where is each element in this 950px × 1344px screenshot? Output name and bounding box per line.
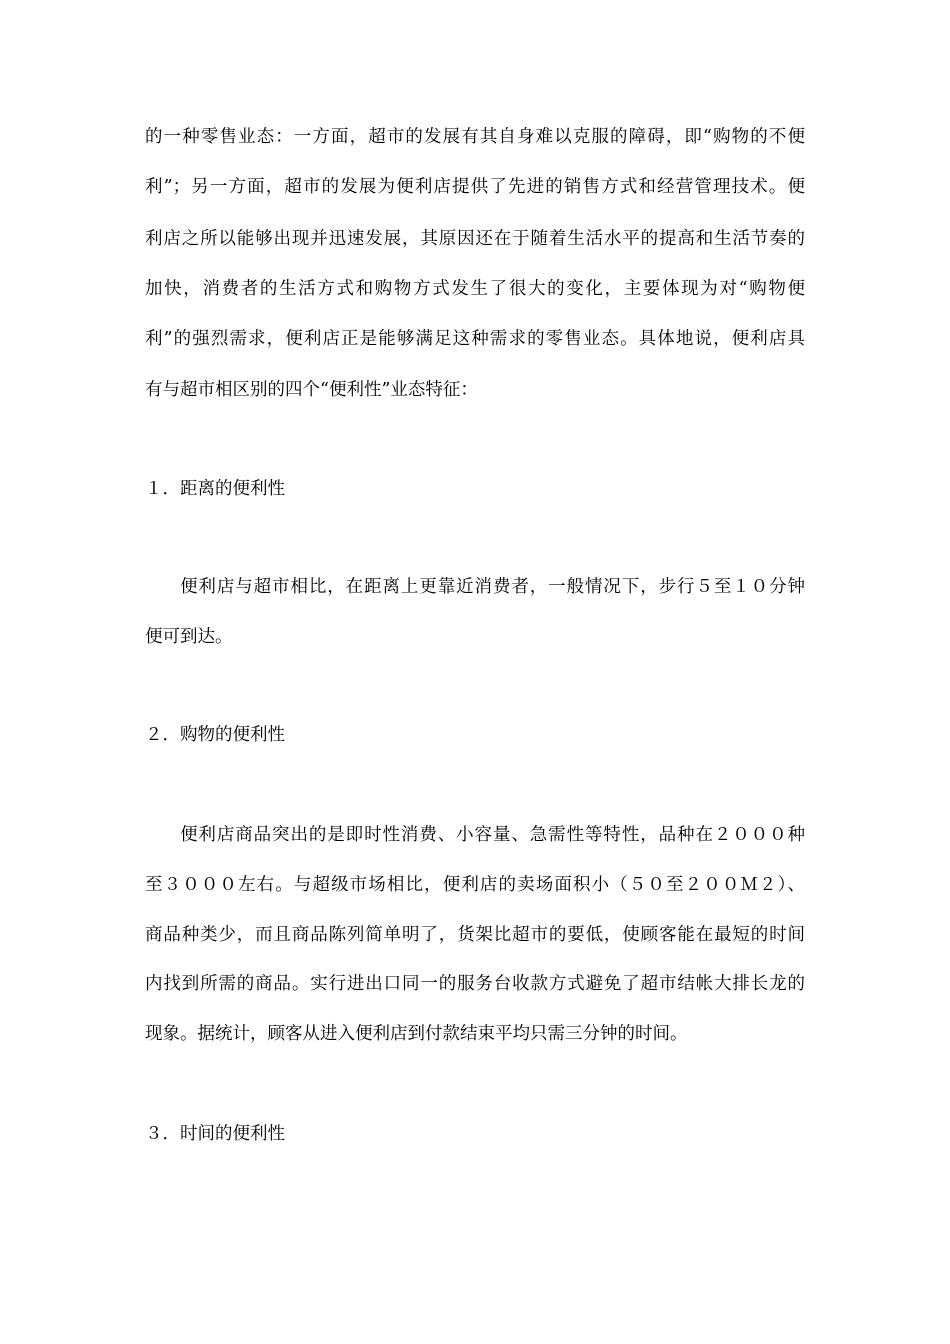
paragraph-line: 现象。据统计，顾客从进入便利店到付款结束平均只需三分钟的时间。 xyxy=(145,1024,688,1044)
section-heading: ２．购物的便利性 xyxy=(145,725,285,745)
paragraph-line: 利店之所以能够出现并迅速发展，其原因还在于随着生活水平的提高和生活节奏的 xyxy=(145,229,805,249)
paragraph-line: 便利店与超市相比，在距离上更靠近消费者，一般情况下，步行５至１０分钟 xyxy=(180,577,805,597)
paragraph-line: 利”的强烈需求，便利店正是能够满足这种需求的零售业态。具体地说，便利店具 xyxy=(145,329,805,349)
paragraph-line: 利”；另一方面，超市的发展为便利店提供了先进的销售方式和经营管理技术。便 xyxy=(145,177,805,197)
paragraph-line: 便可到达。 xyxy=(145,627,233,647)
paragraph-line: 的一种零售业态：一方面，超市的发展有其自身难以克服的障碍，即“购物的不便 xyxy=(145,127,805,147)
paragraph-line: 商品种类少，而且商品陈列简单明了，货架比超市的要低，使顾客能在最短的时间 xyxy=(145,925,805,945)
paragraph-line: 内找到所需的商品。实行进出口同一的服务台收款方式避免了超市结帐大排长龙的 xyxy=(145,974,805,994)
paragraph-line: 加快，消费者的生活方式和购物方式发生了很大的变化，主要体现为对“购物便 xyxy=(145,279,805,299)
section-heading: ３．时间的便利性 xyxy=(145,1124,285,1144)
paragraph-line: 有与超市相区别的四个“便利性”业态特征： xyxy=(145,380,478,400)
section-heading: １．距离的便利性 xyxy=(145,479,285,499)
paragraph-line: 至３０００左右。与超级市场相比，便利店的卖场面积小（５０至２００Ｍ２）、 xyxy=(145,875,805,895)
paragraph-line: 便利店商品突出的是即时性消费、小容量、急需性等特性，品种在２０００种 xyxy=(180,825,805,845)
